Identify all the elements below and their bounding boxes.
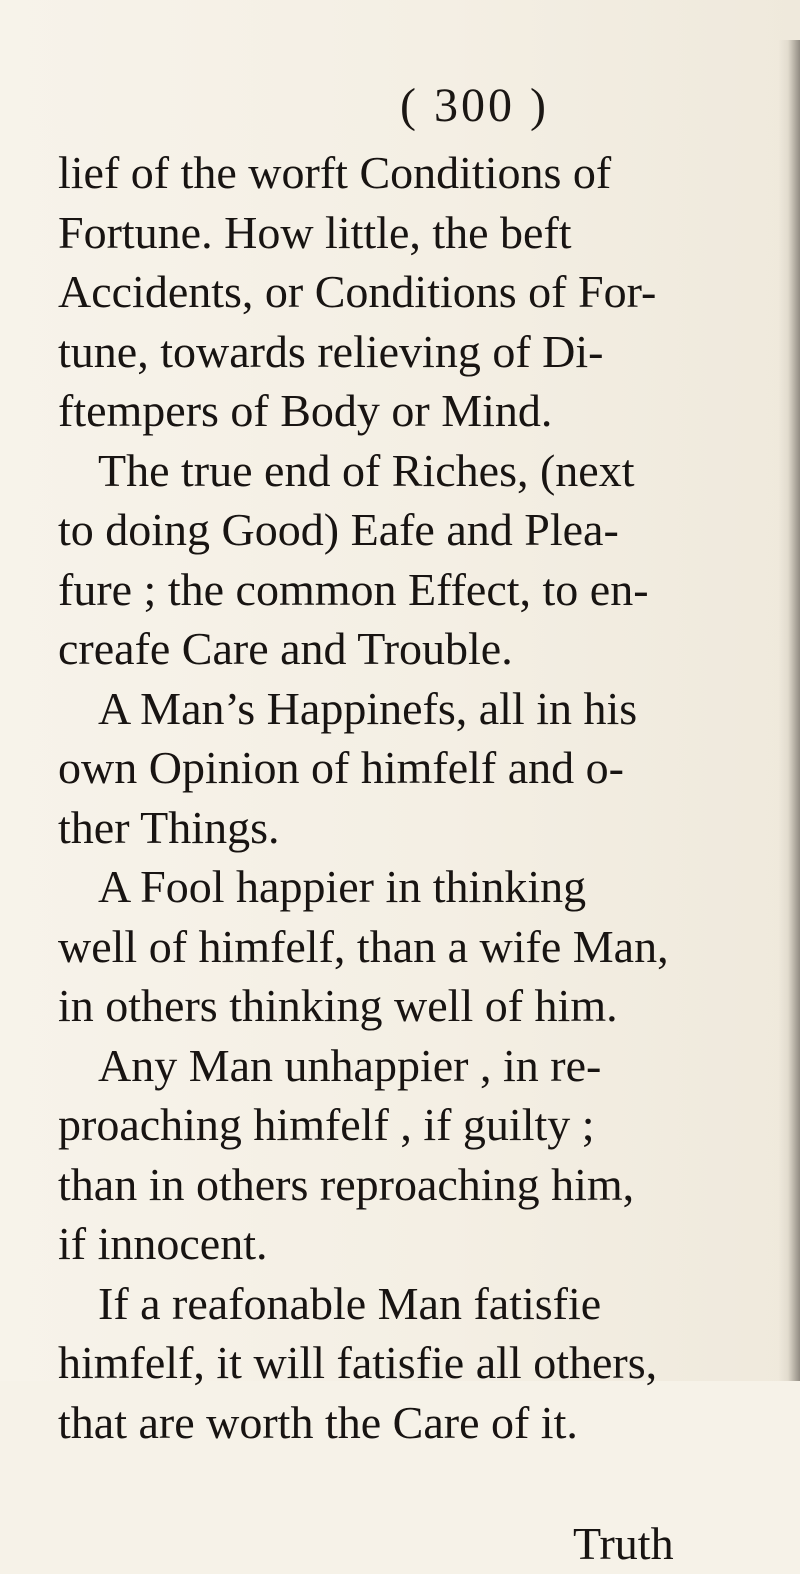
text-line: than in others reproaching him, xyxy=(58,1158,635,1210)
text-line: to doing Good) Eafe and Plea- xyxy=(58,504,619,555)
text-line: well of himfelf, than a wife Man, xyxy=(58,920,669,972)
text-line: If a reafonable Man fatisfie xyxy=(98,1277,602,1329)
text-line: Any Man unhappier , in re- xyxy=(98,1039,602,1091)
text-line: ftempers of Body or Mind. xyxy=(58,385,553,436)
text-line: A Man’s Happinefs, all in his xyxy=(98,682,638,734)
text-line: in others thinking well of him. xyxy=(58,980,618,1031)
text-line: creafe Care and Trouble. xyxy=(58,623,513,674)
text-line: if innocent. xyxy=(58,1218,268,1269)
text-line: ther Things. xyxy=(58,801,280,853)
text-line: lief of the worft Conditions of xyxy=(58,147,612,198)
catchword: Truth xyxy=(573,1518,674,1569)
text-line: that are worth the Care of it. xyxy=(58,1396,578,1448)
page-edge-shadow xyxy=(778,40,800,1381)
page-number: ( 300 ) xyxy=(400,79,549,132)
text-line: himfelf, it will fatisfie all others, xyxy=(58,1337,658,1388)
text-line: The true end of Riches, (next xyxy=(98,444,635,496)
text-line: fure ; the common Effect, to en- xyxy=(58,563,649,615)
text-line: Accidents, or Conditions of For- xyxy=(58,266,657,317)
text-line: A Fool happier in thinking xyxy=(98,861,587,912)
page-body-text xyxy=(58,143,766,1574)
text-line: Fortune. How little, the beft xyxy=(58,206,572,258)
text-line: own Opinion of himfelf and o- xyxy=(58,742,624,793)
text-line: tune, towards relieving of Di- xyxy=(58,325,604,377)
text-line: proaching himfelf , if guilty ; xyxy=(58,1099,595,1150)
